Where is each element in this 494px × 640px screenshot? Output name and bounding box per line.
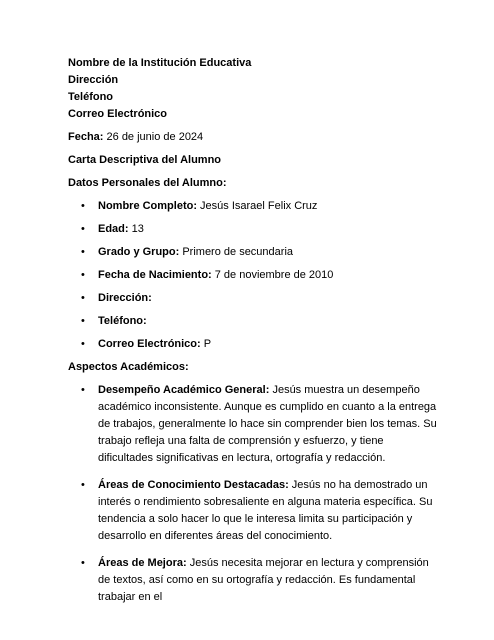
item-label: Áreas de Mejora:: [98, 557, 187, 569]
item-label: Áreas de Conocimiento Destacadas:: [98, 479, 289, 491]
bullet-icon: •: [81, 246, 85, 258]
item-value: Jesús no ha demostrado un interés o rendimiento sobresaliente en alguna materia específica. Su tendencia a solo hacer lo que le interesa limita su participación y desarrollo en diferentes áreas del conocimiento.: [98, 479, 433, 542]
list-item: [68, 221, 440, 238]
bullet-icon: •: [81, 479, 85, 491]
bullet-icon: •: [81, 557, 85, 569]
date-line: [68, 129, 440, 146]
item-value: Jesús necesita mejorar en lectura y comprensión de textos, así como en su ortografía y redacción. Es fundamental trabajar en el: [98, 557, 429, 603]
institution-phone: Teléfono: [68, 91, 114, 103]
item-value: Jesús muestra un desempeño académico inconsistente. Aunque es cumplido en cuanto a la entrega de trabajos, generalmente lo hace sin comprender bien los temas. Su trabajo refleja una falta de comprensión y esfuerzo, y tiene dificultades significativas en lectura, ortografía y redacción.: [98, 384, 437, 464]
list-item: [68, 382, 440, 467]
bullet-icon: •: [81, 223, 85, 235]
bullet-icon: •: [81, 384, 85, 396]
item-label: Fecha de Nacimiento:: [98, 269, 212, 281]
bullet-icon: •: [81, 315, 85, 327]
document-title: Carta Descriptiva del Alumno: [68, 154, 222, 166]
list-item: [68, 336, 440, 353]
date-label: Fecha:: [68, 131, 104, 143]
list-item: [68, 477, 440, 545]
item-label: Desempeño Académico General:: [98, 384, 270, 396]
item-value: 13: [128, 223, 144, 235]
item-label: Correo Electrónico:: [98, 338, 201, 350]
institution-name: Nombre de la Institución Educativa: [68, 57, 252, 69]
item-value: 7 de noviembre de 2010: [211, 269, 334, 281]
list-item: [68, 313, 440, 330]
item-value: Primero de secundaria: [179, 246, 294, 258]
list-item: [68, 244, 440, 261]
list-item: [68, 290, 440, 307]
item-label: Dirección:: [98, 292, 152, 304]
list-item: [68, 267, 440, 284]
personal-data-list: [68, 198, 440, 353]
item-label: Teléfono:: [98, 315, 147, 327]
document-page: [68, 55, 440, 616]
bullet-icon: •: [81, 200, 85, 212]
institution-email: Correo Electrónico: [68, 108, 168, 120]
list-item: [68, 198, 440, 215]
institution-address: Dirección: [68, 74, 119, 86]
item-label: Nombre Completo:: [98, 200, 197, 212]
item-value: Jesús Isarael Felix Cruz: [197, 200, 318, 212]
bullet-icon: •: [81, 269, 85, 281]
item-value: P: [200, 338, 212, 350]
bullet-icon: •: [81, 338, 85, 350]
item-label: Edad:: [98, 223, 129, 235]
item-label: Grado y Grupo:: [98, 246, 180, 258]
date-value: 26 de junio de 2024: [103, 131, 204, 143]
academic-heading: Aspectos Académicos:: [68, 361, 189, 373]
personal-data-heading: Datos Personales del Alumno:: [68, 177, 227, 189]
list-item: [68, 555, 440, 606]
academic-list: [68, 382, 440, 606]
bullet-icon: •: [81, 292, 85, 304]
